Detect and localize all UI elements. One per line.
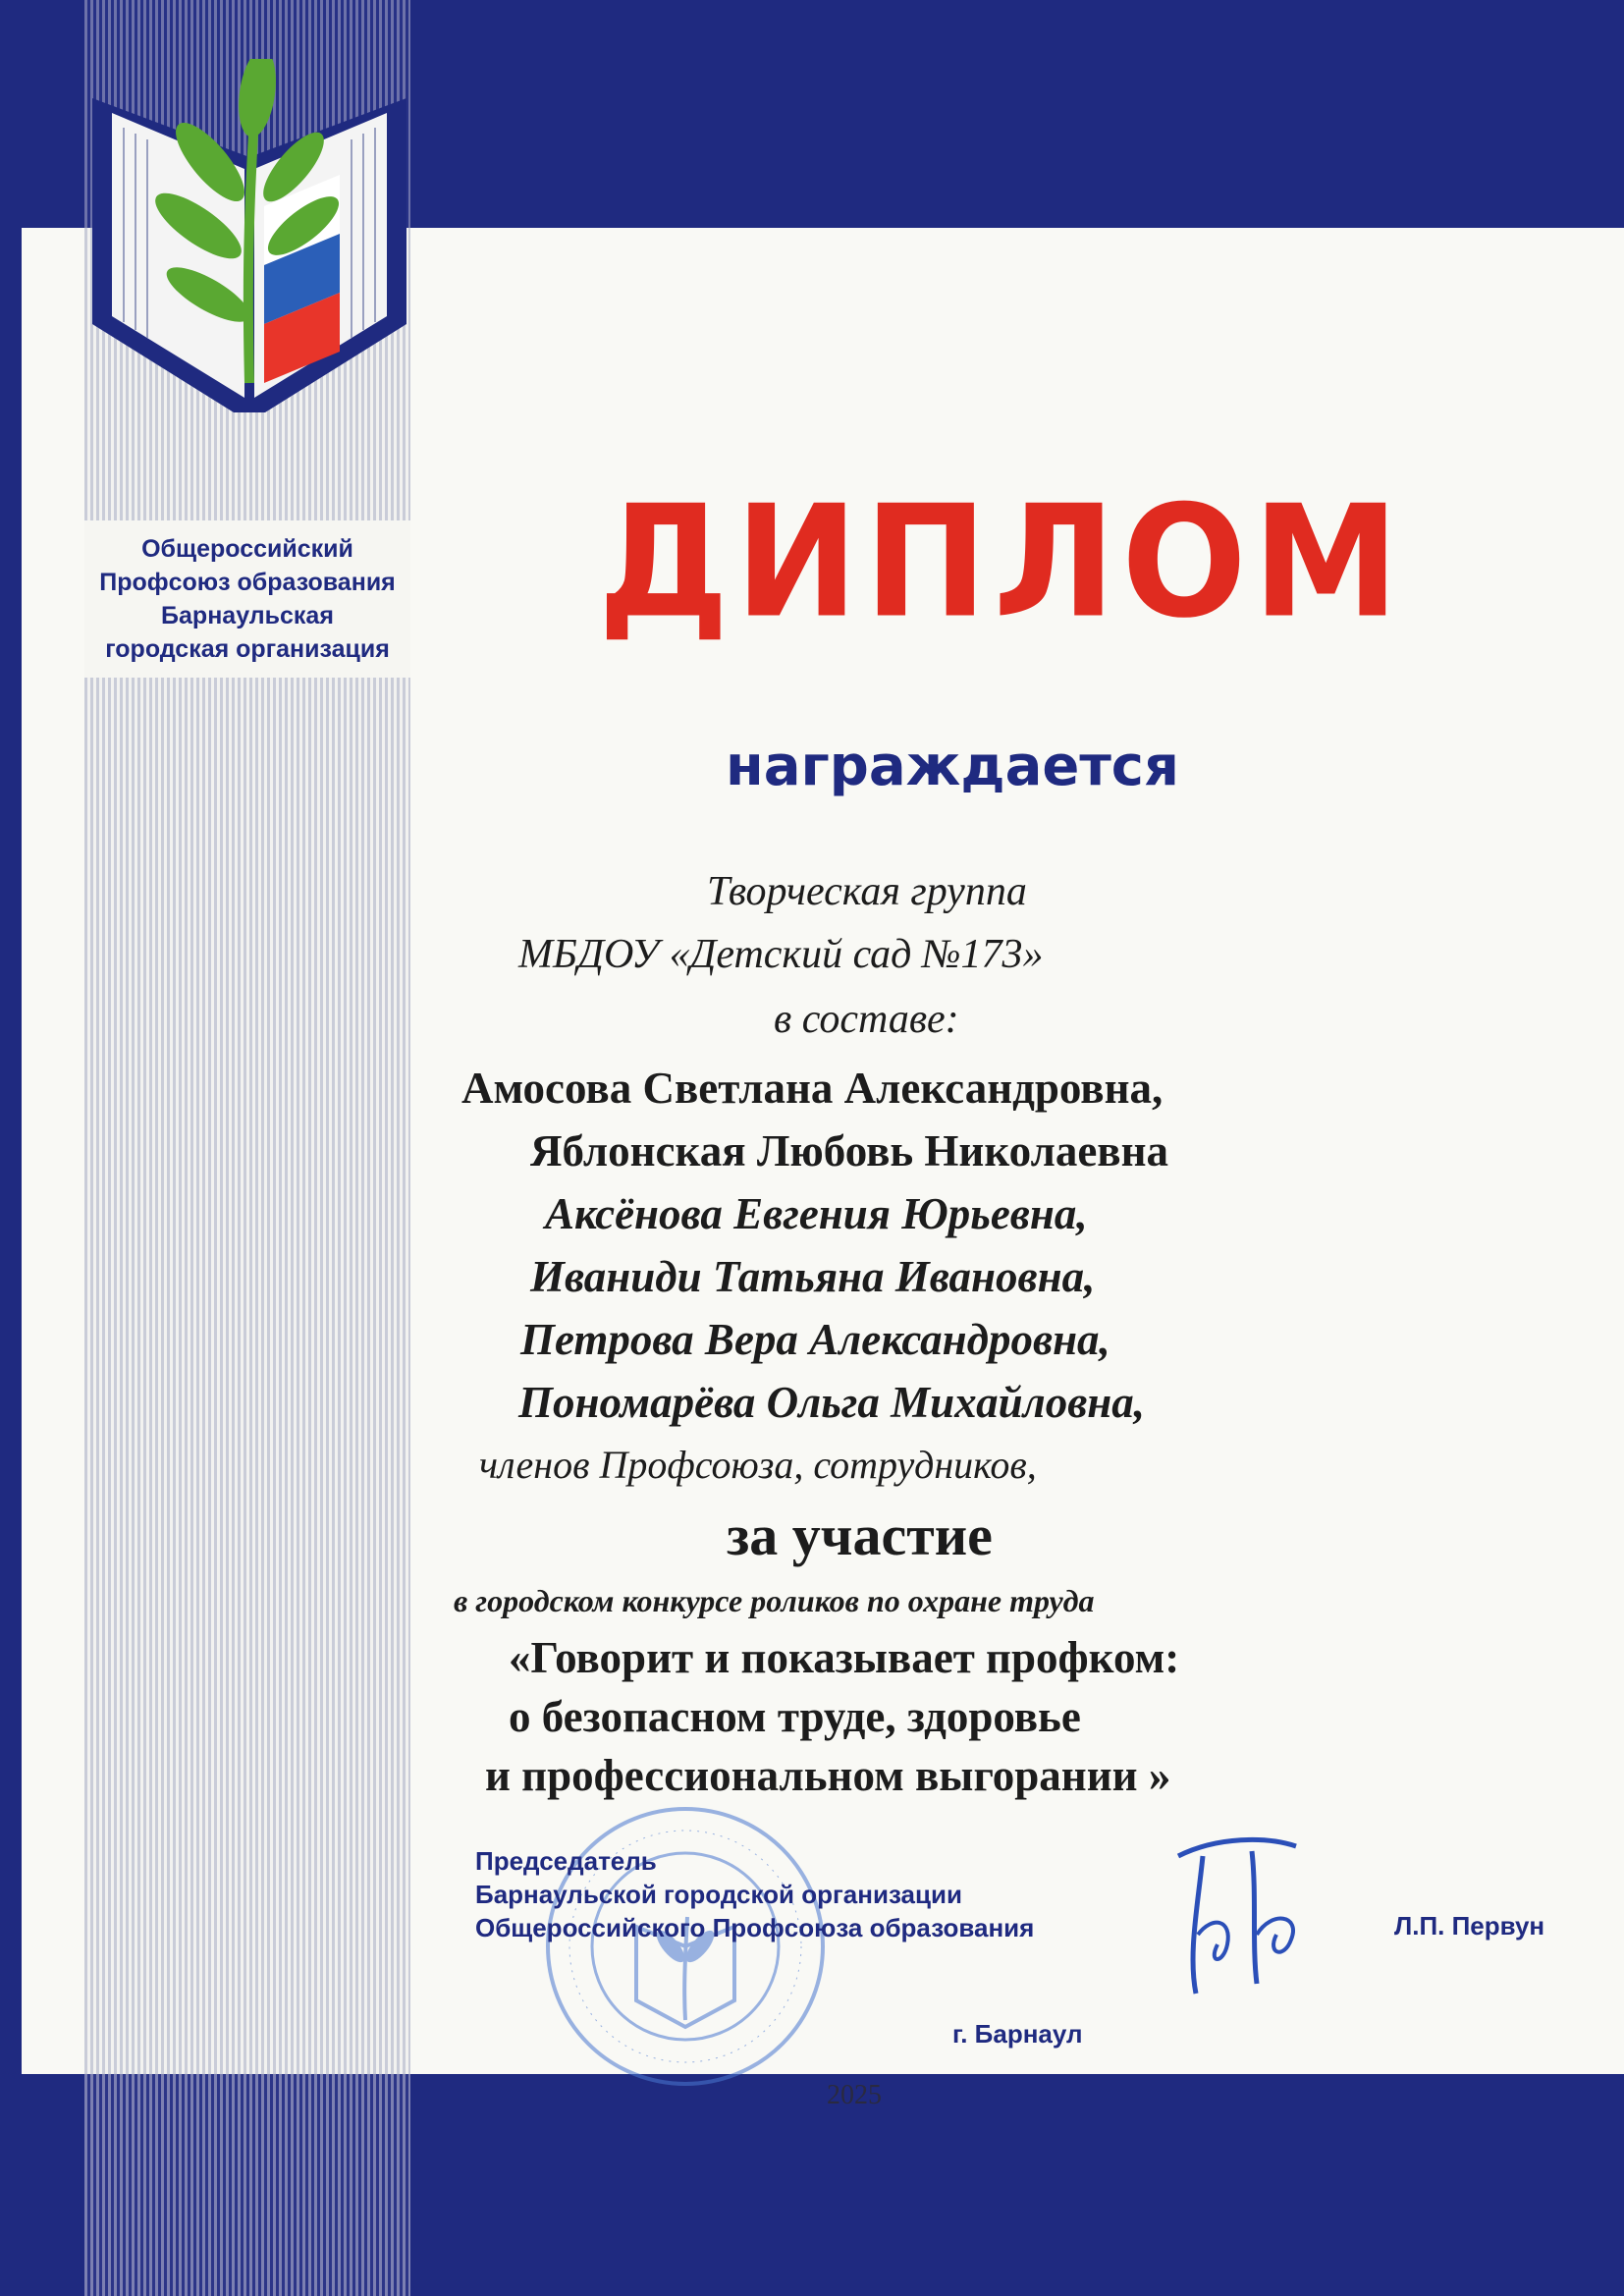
recipient-composition: в составе:	[774, 997, 959, 1042]
organization-line: Барнаульская	[161, 602, 334, 629]
organization-line: Общероссийский	[141, 535, 353, 563]
recipient-institution: МБДОУ «Детский сад №173»	[518, 932, 1044, 977]
awarded-heading: награждается	[726, 735, 1179, 798]
contest-name-line: и профессиональном выгорании »	[485, 1751, 1171, 1800]
contest-description: в городском конкурсе роликов по охране труда	[454, 1583, 1095, 1618]
striped-column-bottom	[84, 2074, 410, 2296]
recipient-role: членов Профсоюза, сотрудников,	[479, 1443, 1037, 1487]
diploma-title: ДИПЛОМ	[597, 472, 1406, 653]
signatory-name: Л.П. Первун	[1394, 1911, 1545, 1941]
round-seal-stamp-icon	[538, 1799, 833, 2094]
reason-heading: за участие	[727, 1503, 993, 1567]
handwritten-signature-icon	[1159, 1827, 1316, 2003]
contest-name-line: «Говорит и показывает профком:	[509, 1633, 1180, 1682]
member-name: Амосова Светлана Александровна,	[461, 1064, 1164, 1113]
trade-union-book-sprout-logo-icon	[82, 59, 416, 412]
city-label: г. Барнаул	[952, 2019, 1083, 2049]
member-name: Аксёнова Евгения Юрьевна,	[545, 1189, 1088, 1238]
member-name: Иваниди Татьяна Ивановна,	[530, 1252, 1096, 1301]
signatory-position-line: Барнаульской городской организации	[475, 1880, 962, 1909]
member-name: Яблонская Любовь Николаевна	[530, 1126, 1169, 1175]
member-name: Пономарёва Ольга Михайловна,	[518, 1378, 1146, 1427]
organization-name	[84, 520, 410, 678]
contest-name-line: о безопасном труде, здоровье	[509, 1692, 1081, 1741]
signatory-position-line: Председатель	[475, 1846, 657, 1876]
organization-line: городская организация	[105, 635, 390, 663]
recipient-group: Творческая группа	[707, 869, 1027, 914]
member-name: Петрова Вера Александровна,	[520, 1315, 1110, 1364]
left-frame-edge	[0, 0, 22, 2296]
signatory-position-line: Общероссийского Профсоюза образования	[475, 1913, 1035, 1942]
organization-line: Профсоюз образования	[99, 569, 396, 596]
year-label: 2025	[827, 2080, 882, 2110]
